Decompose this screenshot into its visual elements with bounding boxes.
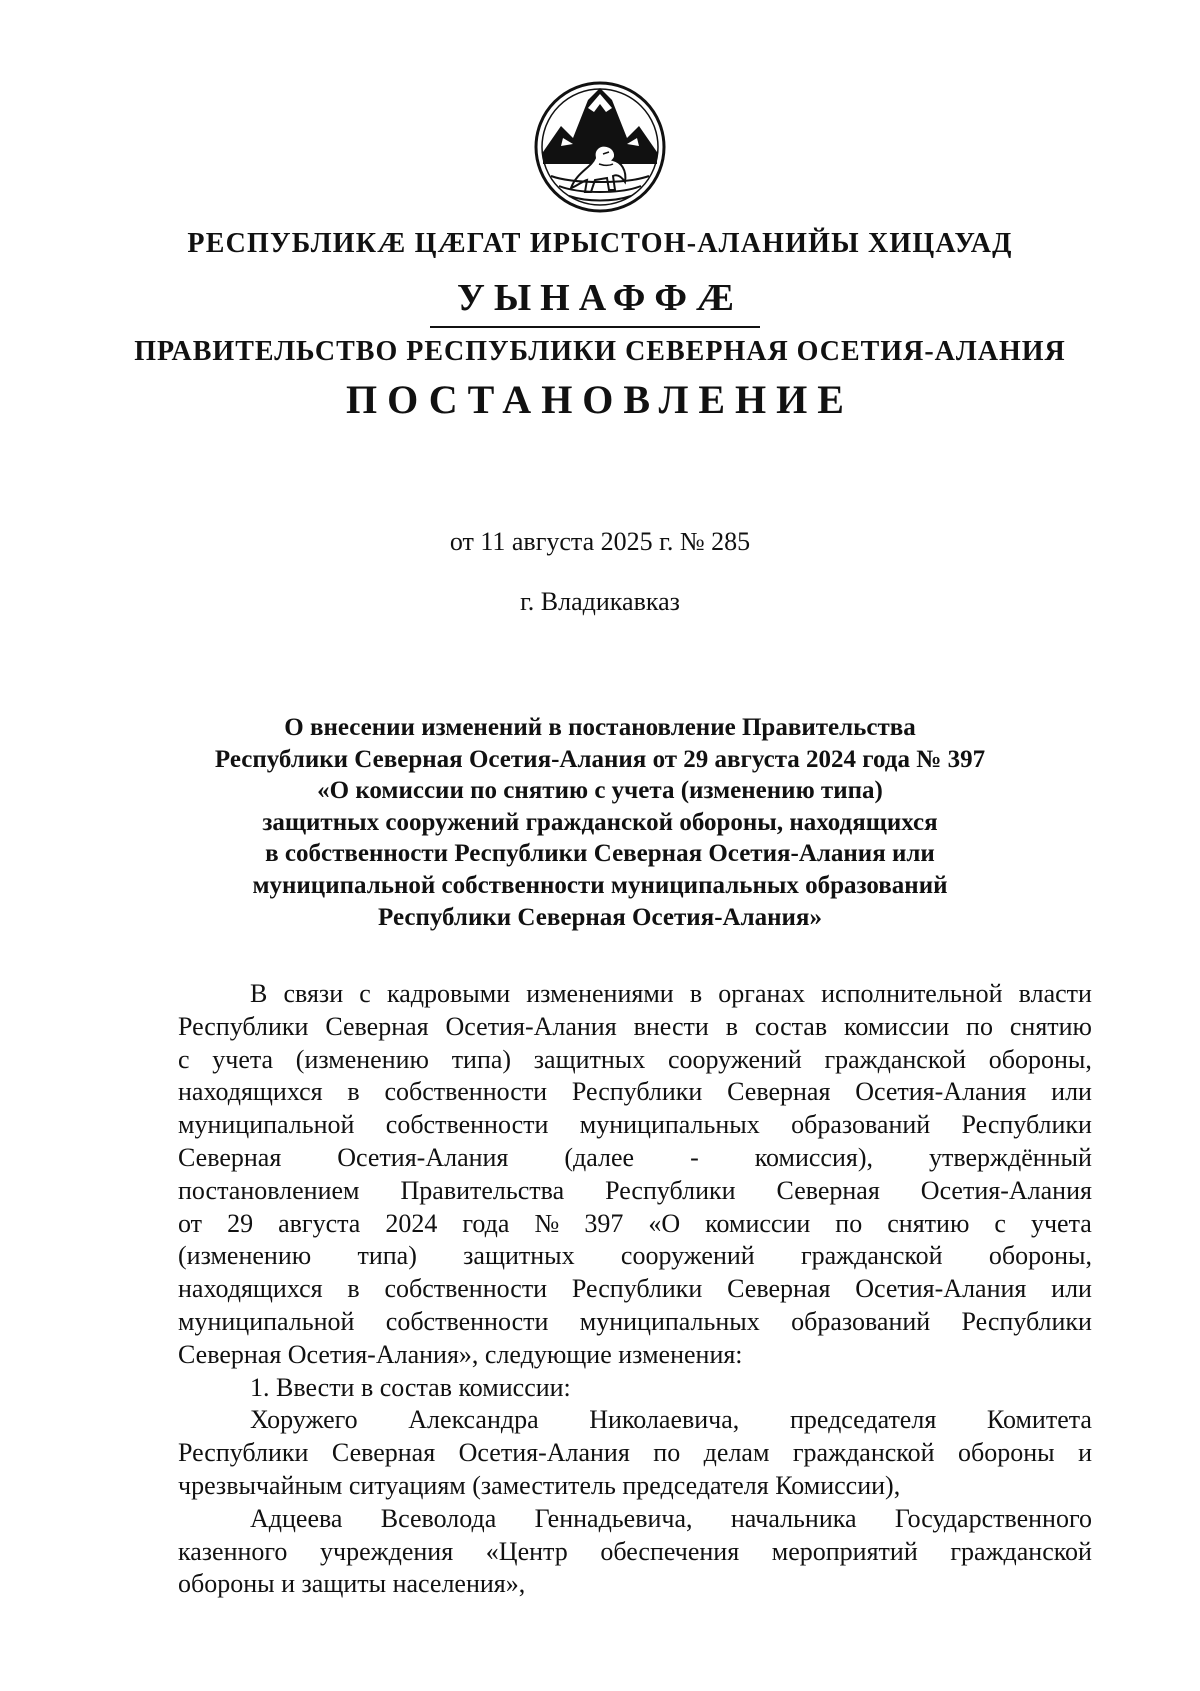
body-line: находящихся в собственности Республики Северная Осетия-Алания или	[178, 1077, 1092, 1107]
document-title	[0, 712, 1200, 933]
header-divider	[430, 326, 760, 328]
russian-document-type: ПОСТАНОВЛЕНИЕ	[346, 377, 854, 422]
body-line: Хоружего Александра Николаевича, председателя Комитета	[250, 1405, 1092, 1435]
body-line: Республики Северная Осетия-Алания внести в состав комиссии по снятию	[178, 1011, 1092, 1041]
ossetian-document-type: УЫНАФФÆ	[456, 277, 744, 319]
body-line: чрезвычайным ситуациям (заместитель председателя Комиссии),	[178, 1470, 901, 1500]
title-line: в собственности Республики Северная Осетия-Алания или	[265, 840, 935, 868]
body-line: находящихся в собственности Республики Северная Осетия-Алания или	[178, 1274, 1092, 1304]
body-line: Республики Северная Осетия-Алания по делам гражданской обороны и	[178, 1438, 1092, 1468]
body-line: муниципальной собственности муниципальных образований Республики	[178, 1110, 1092, 1140]
body-line: Северная Осетия-Алания», следующие изменения:	[178, 1339, 743, 1369]
title-line: Республики Северная Осетия-Алания»	[378, 903, 822, 931]
title-line: Республики Северная Осетия-Алания от 29 августа 2024 года № 397	[214, 745, 986, 773]
body-line: Северная Осетия-Алания (далее - комиссия), утверждённый	[178, 1142, 1092, 1172]
coat-of-arms-emblem	[533, 80, 667, 214]
title-line: защитных сооружений гражданской обороны, находящихся	[262, 808, 938, 836]
document-body	[178, 978, 1092, 1601]
title-line: О внесении изменений в постановление Правительства	[284, 714, 916, 741]
body-line: постановлением Правительства Республики Северная Осетия-Алания	[178, 1175, 1092, 1205]
body-line: от 29 августа 2024 года № 397 «О комиссии по снятию с учета	[178, 1208, 1092, 1238]
document-date-number: от 11 августа 2025 г. № 285	[449, 527, 751, 556]
body-line: казенного учреждения «Центр обеспечения мероприятий гражданской	[178, 1536, 1092, 1566]
document-city: г. Владикавказ	[520, 587, 680, 616]
title-line: муниципальной собственности муниципальных образований	[252, 871, 948, 899]
body-line: обороны и защиты населения»,	[178, 1569, 526, 1599]
body-line: (изменению типа) защитных сооружений гражданской обороны,	[178, 1241, 1092, 1271]
body-line: В связи с кадровыми изменениями в органах исполнительной власти	[250, 979, 1092, 1008]
title-line: «О комиссии по снятию с учета (изменению типа)	[317, 777, 883, 805]
body-line: Адцеева Всеволода Геннадьевича, начальника Государственного	[250, 1503, 1092, 1533]
russian-government-name: ПРАВИТЕЛЬСТВО РЕСПУБЛИКИ СЕВЕРНАЯ ОСЕТИЯ-АЛАНИЯ	[134, 336, 1066, 367]
body-line: муниципальной собственности муниципальных образований Республики	[178, 1306, 1092, 1336]
ossetian-government-name: РЕСПУБЛИКÆ ЦÆГАТ ИРЫСТОН-АЛАНИЙЫ ХИЦАУАД	[187, 228, 1013, 259]
body-line: с учета (изменению типа) защитных сооружений гражданской обороны,	[178, 1044, 1092, 1074]
body-line: 1. Ввести в состав комиссии:	[250, 1372, 571, 1402]
